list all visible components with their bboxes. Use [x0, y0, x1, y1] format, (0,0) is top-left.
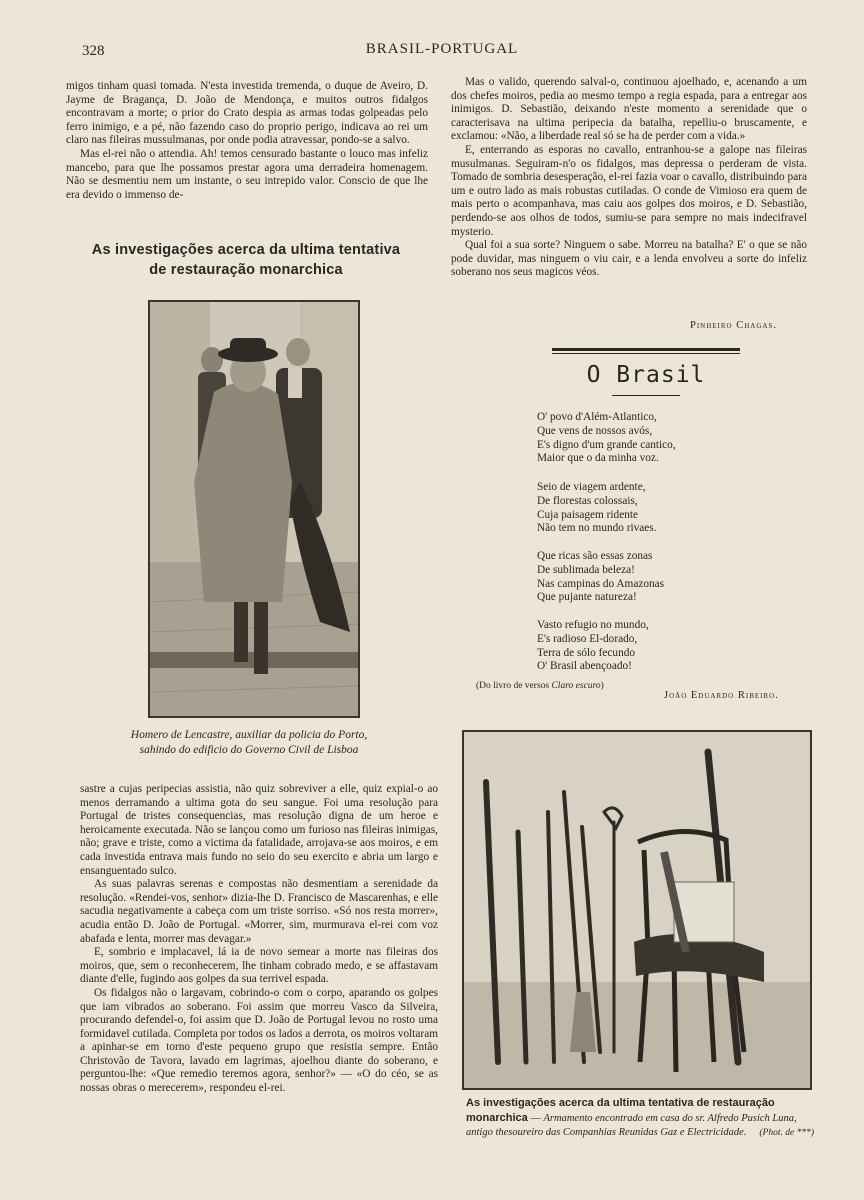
poem-line: De sublimada beleza!	[537, 563, 635, 576]
paragraph: sastre a cujas peripecias assistia, não quiz sobreviver a elle, quiz expial-o ao menos derramando a ultima gota do seu sangue. Foi uma resolução para Portugal de tristes consequencias, mas resolução digna de um heroe e heroicamente executada. Não se lançou como um furioso nas fileiras inimigas, não; grave e triste, como a victima da fatalidade, arrojava-se aos moiros, e em cada investida entrava mais fundo no seio do seu exercito e abria um largo e ensanguentado sulco.	[80, 783, 438, 877]
left-column-top	[66, 80, 428, 202]
caption-line: Homero de Lencastre, auxiliar da policia do Porto,	[130, 729, 368, 741]
source-prefix: (Do livro de versos	[476, 681, 552, 691]
source-suffix: )	[600, 681, 604, 691]
poem-stanza	[537, 411, 676, 466]
paragraph: Qual foi a sua sorte? Ninguem o sabe. Morreu na batalha? E' o que se não pode duvidar, mas ninguem o viu cair, e a lenda envolveu a sorte do infeliz soberano nos seus magicos véos.	[451, 239, 807, 279]
paragraph: Os fidalgos não o largavam, cobrindo-o com o corpo, aparando os golpes que iam vibrados ao soberano. Foi assim que morreu Vasco da Silveira, procurando defendel-o, foi assim que D. João de Portugal levou no rosto uma formidavel cutilada. Completa por todos os lados a derrota, os moiros voltaram a apinhar-se em torno d'este pequeno grupo que resistia sempre. Então Christovão de Tavora, lavado em lagrimas, ajoelhou diante do soberano, e perguntou-lhe: «Que remedio teremos agora, senhor?» — «O do céo, se as nossas obras o merecerem», respondeu el-rei.	[80, 986, 438, 1095]
paragraph: As suas palavras serenas e compostas não desmentiam a serenidade da resolução. «Rendei-vos, senhor» dizia-lhe D. Francisco de Mascarenhas, e elle sacudia negativamente a cabeça com um triste sorriso. «Só nos resta morrer», acudia então D. João de Portugal. «Morrer, sim, murmurava el-rei com voz abafada e lenta, morrer mas devagar.»	[80, 878, 438, 945]
author-signature: Pinheiro Chagas.	[690, 320, 777, 331]
divider-rule	[552, 353, 740, 354]
divider-rule	[552, 348, 740, 351]
poem-line: O' povo d'Além-Atlantico,	[537, 411, 657, 423]
paragraph: Mas el-rei não o attendia. Ah! temos censurado bastante o louco mas infeliz mancebo, para que lhe possamos prestar agora uma derradeira homenagem. Não se desmentiu nem um instante, o seu intrepido valor. Conscio de que lhe era devido o immenso de-	[66, 147, 428, 201]
poem-stanza	[537, 481, 657, 536]
left-column-bottom	[80, 783, 438, 1096]
photo-armamento	[462, 730, 812, 1090]
poem-line: Não tem no mundo rivaes.	[537, 522, 657, 535]
photo-homero-de-lencastre	[148, 300, 360, 718]
right-column-top	[451, 76, 807, 280]
paragraph: migos tinham quasi tomada. N'esta investida tremenda, o duque de Aveiro, D. Jayme de Bragança, D. João de Mendonça, e muitos outros fidalgos encontravam a morte; o prior do Crato despia as armas todas golpeadas pelo ferro inimigo, e a pé, não fazendo caso do proprio perigo, indicava ao rei um claro nas fileiras mussulmanas, por onde podia atravessar, pondo-se a salvo.	[66, 80, 428, 147]
poem-title: O Brasil	[586, 362, 706, 388]
paragraph: E, sombrio e implacavel, lá ia de novo semear a morte nas fileiras dos moiros, que, sem o reconhecerem, lhe tinham cobrado medo, e se affastavam diante d'elle, fugindo aos golpes da sua terrivel espada.	[80, 946, 438, 986]
poem-line: Que pujante natureza!	[537, 591, 637, 604]
caption-dash: —	[527, 1113, 544, 1124]
page-number: 328	[82, 43, 105, 59]
poem-line: E's digno d'um grande cantico,	[537, 438, 676, 451]
photo-caption	[90, 728, 408, 758]
poem-line: Vasto refugio no mundo,	[537, 619, 649, 631]
poem-line: Que ricas são essas zonas	[537, 550, 653, 562]
photo-illustration	[150, 302, 358, 716]
caption-description: Armamento encontrado em casa do sr. Alfredo Pusich Luna, antigo thesoureiro das Companhias Reunidas Gaz e Electricidade.	[466, 1113, 797, 1138]
article-title-line: As investigações acerca da ultima tentativa	[91, 242, 401, 258]
poem-line: Nas campinas do Amazonas	[537, 577, 665, 590]
photo-illustration	[464, 732, 810, 1088]
poem-author: João Eduardo Ribeiro.	[664, 690, 779, 701]
poem-line: O' Brasil abençoado!	[537, 660, 632, 673]
poem-line: Maior que o da minha voz.	[537, 452, 659, 465]
caption-line: sahindo do edificio do Governo Civil de Lisboa	[139, 744, 359, 756]
poem-line: De florestas colossais,	[537, 494, 638, 507]
paragraph: E, enterrando as esporas no cavallo, entranhou-se a galope nas fileiras musulmanas. Seguiram-n'o os fidalgos, mas depressa o perderam de vista. Tomado de sombria desesperação, el-rei fazia voar o cavallo, distribuindo para um e outro lado as mais robustas cutiladas. O conde de Vimioso era quem de mais perto o acompanhava, mas caiu aos golpes dos moiros, e D. Sebastião, perdendo-se aos olhos de todos, sumiu-se para sempre no mais indecifravel mysterio.	[451, 143, 807, 238]
source-book: Claro escuro	[551, 681, 601, 691]
article-title	[76, 240, 416, 280]
poem-line: E's radioso El-dorado,	[537, 632, 638, 645]
poem-line: Seio de viagem ardente,	[537, 481, 646, 493]
divider-rule	[612, 395, 680, 396]
poem-stanza	[537, 550, 664, 605]
caption-title: As investigações acerca da ultima tentativa de restauração monarchica	[466, 1097, 775, 1124]
paragraph: Mas o valido, querendo salval-o, continuou ajoelhado, e, acenando a um dos chefes moiros, pedia ao mesmo tempo a regia espada, para a entregar aos inimigos. D. Sebastião, deixando n'este momento a serenidade que o caracterisava na ultima peripecia da batalha, repelliu-o bruscamente, e exclamou: «Não, a liberdade real só se ha de perder com a vida.»	[451, 76, 807, 143]
article-title-line: de restauração monarchica	[149, 262, 343, 278]
poem-line: Que vens de nossos avós,	[537, 424, 653, 437]
poem-line: Terra de sólo fecundo	[537, 646, 636, 659]
poem-source	[476, 681, 604, 691]
photo-caption	[466, 1096, 814, 1140]
poem-stanza	[537, 619, 649, 674]
photo-credit: (Phot. de ***)	[759, 1128, 814, 1138]
poem-line: Cuja paisagem ridente	[537, 508, 639, 521]
page-header-title: BRASIL-PORTUGAL	[365, 41, 519, 57]
